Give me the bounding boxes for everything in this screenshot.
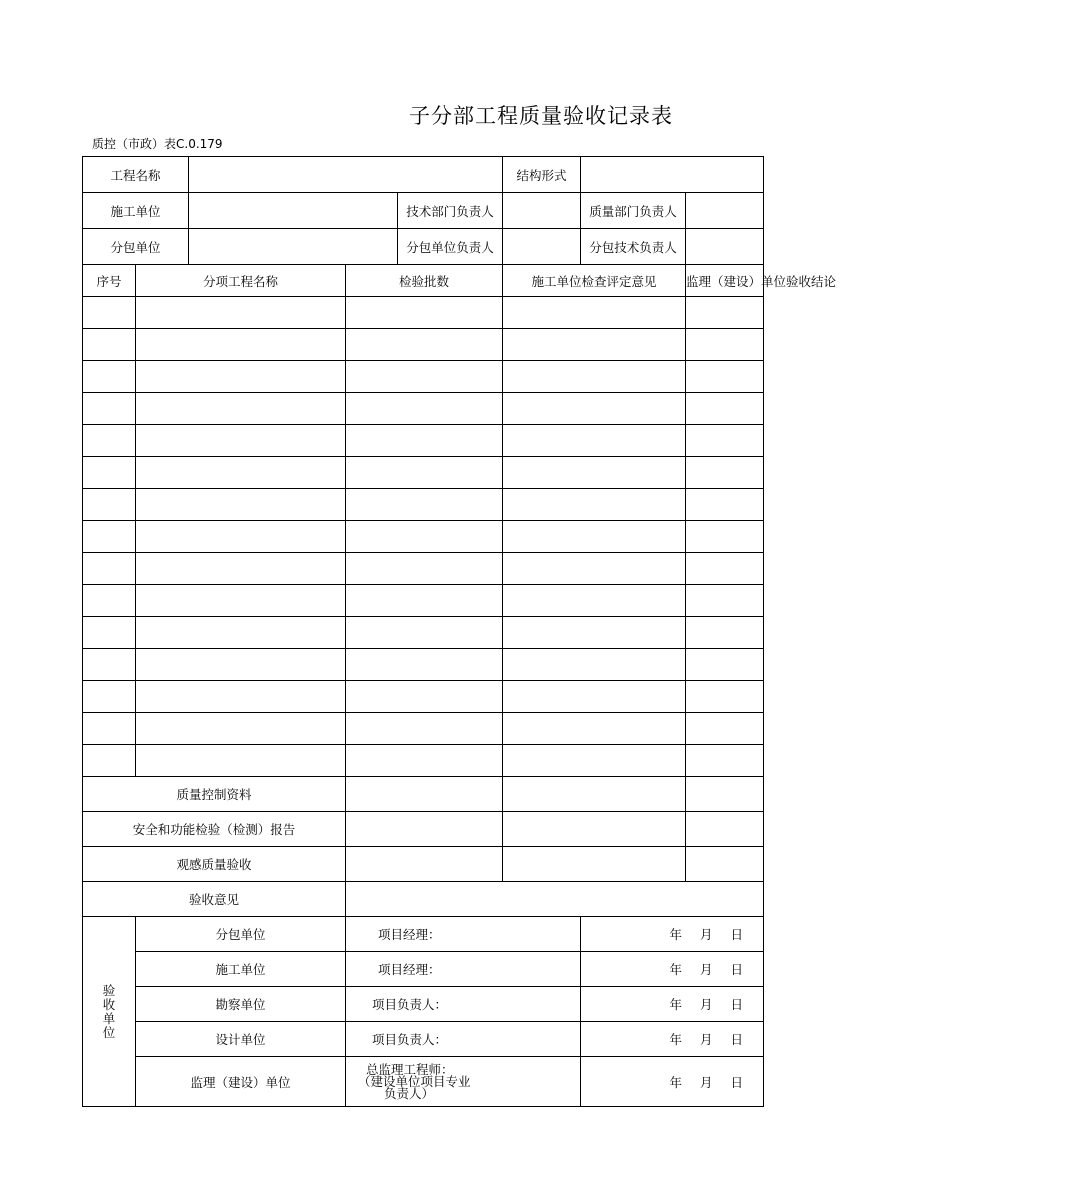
- acceptance-unit-name: 勘察单位: [136, 987, 346, 1022]
- date-day: 日: [730, 997, 744, 1012]
- date-year: 年: [669, 962, 682, 977]
- acceptance-row-construction: [83, 952, 764, 987]
- quality-control-docs-supervisor[interactable]: [686, 777, 764, 812]
- acceptance-units-group-label: [83, 917, 136, 1107]
- acceptance-date[interactable]: [581, 1022, 764, 1057]
- safety-function-report-contractor[interactable]: [503, 812, 686, 847]
- data-rows: [83, 297, 764, 777]
- summary-row-quality-docs: [83, 777, 764, 812]
- cell-batch-count[interactable]: [346, 361, 503, 393]
- cell-supervisor-conclusion[interactable]: [686, 393, 764, 425]
- table-row: [83, 553, 764, 585]
- date-year: 年: [669, 1032, 682, 1047]
- acceptance-unit-name: 监理（建设）单位: [136, 1057, 346, 1107]
- table-row: [83, 425, 764, 457]
- cell-item-name[interactable]: [136, 425, 346, 457]
- cell-index[interactable]: [83, 393, 136, 425]
- header-row-project: [83, 157, 764, 193]
- cell-supervisor-conclusion[interactable]: [686, 649, 764, 681]
- acceptance-unit-role[interactable]: 项目经理：: [346, 917, 581, 952]
- date-month: 月: [699, 1032, 713, 1047]
- cell-batch-count[interactable]: [346, 745, 503, 777]
- table-row: [83, 329, 764, 361]
- cell-index[interactable]: [83, 425, 136, 457]
- header-row-construction: [83, 193, 764, 229]
- cell-contractor-opinion[interactable]: [503, 489, 686, 521]
- acceptance-row-supervisor: [83, 1057, 764, 1107]
- acceptance-unit-role[interactable]: 项目负责人：: [346, 1022, 581, 1057]
- structure-type-label: 结构形式: [503, 157, 581, 193]
- summary-row-appearance: [83, 847, 764, 882]
- cell-index[interactable]: [83, 489, 136, 521]
- form-code: 质控（市政）表C.0.179: [92, 137, 223, 151]
- date-year: 年: [669, 997, 682, 1012]
- cell-contractor-opinion[interactable]: [503, 361, 686, 393]
- acceptance-date[interactable]: [581, 952, 764, 987]
- cell-batch-count[interactable]: [346, 617, 503, 649]
- cell-index[interactable]: [83, 681, 136, 713]
- supervisor-role-line1: 总监理工程师：: [366, 1061, 454, 1077]
- group-char-3: 单: [102, 1010, 116, 1026]
- cell-item-name[interactable]: [136, 649, 346, 681]
- cell-index[interactable]: [83, 649, 136, 681]
- cell-supervisor-conclusion[interactable]: [686, 553, 764, 585]
- acceptance-record-table: [82, 156, 837, 1107]
- acceptance-date[interactable]: [581, 1057, 764, 1107]
- acceptance-unit-role[interactable]: 项目经理：: [346, 952, 581, 987]
- cell-index[interactable]: [83, 585, 136, 617]
- tech-dept-head-field[interactable]: [503, 193, 581, 229]
- cell-supervisor-conclusion[interactable]: [686, 425, 764, 457]
- table-row: [83, 457, 764, 489]
- tech-dept-head-label: 技术部门负责人: [398, 193, 503, 229]
- appearance-quality-count[interactable]: [346, 847, 503, 882]
- cell-index[interactable]: [83, 713, 136, 745]
- cell-index[interactable]: [83, 297, 136, 329]
- cell-index[interactable]: [83, 329, 136, 361]
- cell-contractor-opinion[interactable]: [503, 457, 686, 489]
- cell-item-name[interactable]: [136, 329, 346, 361]
- table-row: [83, 297, 764, 329]
- subcontract-unit-field[interactable]: [189, 229, 398, 265]
- table-row: [83, 393, 764, 425]
- date-month: 月: [699, 962, 713, 977]
- cell-item-name[interactable]: [136, 521, 346, 553]
- cell-supervisor-conclusion[interactable]: [686, 489, 764, 521]
- cell-item-name[interactable]: [136, 553, 346, 585]
- cell-contractor-opinion[interactable]: [503, 329, 686, 361]
- cell-index[interactable]: [83, 457, 136, 489]
- cell-batch-count[interactable]: [346, 393, 503, 425]
- table-row: [83, 521, 764, 553]
- cell-item-name[interactable]: [136, 681, 346, 713]
- cell-contractor-opinion[interactable]: [503, 521, 686, 553]
- cell-batch-count[interactable]: [346, 489, 503, 521]
- quality-control-docs-label: 质量控制资料: [83, 777, 346, 812]
- cell-supervisor-conclusion[interactable]: [686, 329, 764, 361]
- cell-index[interactable]: [83, 521, 136, 553]
- cell-contractor-opinion[interactable]: [503, 393, 686, 425]
- date-year: 年: [669, 1074, 682, 1090]
- column-header-row: [83, 265, 764, 297]
- quality-control-docs-contractor[interactable]: [503, 777, 686, 812]
- table-row: [83, 361, 764, 393]
- cell-supervisor-conclusion[interactable]: [686, 585, 764, 617]
- cell-batch-count[interactable]: [346, 329, 503, 361]
- cell-supervisor-conclusion[interactable]: [686, 681, 764, 713]
- project-name-label: 工程名称: [83, 157, 189, 193]
- appearance-quality-label: 观感质量验收: [83, 847, 346, 882]
- cell-index[interactable]: [83, 617, 136, 649]
- group-char-4: 位: [102, 1024, 116, 1040]
- cell-supervisor-conclusion[interactable]: [686, 617, 764, 649]
- acceptance-row-survey: [83, 987, 764, 1022]
- date-day: 日: [730, 1074, 744, 1090]
- date-day: 日: [730, 927, 744, 942]
- acceptance-unit-role[interactable]: 项目负责人：: [346, 987, 581, 1022]
- table-row: [83, 649, 764, 681]
- summary-row-safety: [83, 812, 764, 847]
- table-row: [83, 713, 764, 745]
- cell-item-name[interactable]: [136, 713, 346, 745]
- cell-batch-count[interactable]: [346, 649, 503, 681]
- col-header-index: 序号: [83, 265, 136, 297]
- date-day: 日: [730, 1032, 744, 1047]
- cell-item-name[interactable]: [136, 585, 346, 617]
- table-row: [83, 489, 764, 521]
- cell-contractor-opinion[interactable]: [503, 425, 686, 457]
- cell-contractor-opinion[interactable]: [503, 553, 686, 585]
- subcontract-tech-head-label: 分包技术负责人: [581, 229, 686, 265]
- group-char-1: 验: [102, 982, 116, 998]
- cell-batch-count[interactable]: [346, 553, 503, 585]
- acceptance-row-design: [83, 1022, 764, 1057]
- cell-supervisor-conclusion[interactable]: [686, 361, 764, 393]
- table-row: [83, 681, 764, 713]
- cell-supervisor-conclusion[interactable]: [686, 521, 764, 553]
- cell-batch-count[interactable]: [346, 521, 503, 553]
- supervisor-role-line3: 负责人）: [384, 1085, 435, 1101]
- cell-contractor-opinion[interactable]: [503, 617, 686, 649]
- acceptance-date[interactable]: [581, 917, 764, 952]
- acceptance-unit-name: 设计单位: [136, 1022, 346, 1057]
- quality-dept-head-label: 质量部门负责人: [581, 193, 686, 229]
- cell-supervisor-conclusion[interactable]: [686, 745, 764, 777]
- construction-unit-field[interactable]: [189, 193, 398, 229]
- acceptance-date[interactable]: [581, 987, 764, 1022]
- safety-function-report-label: 安全和功能检验（检测）报告: [83, 812, 346, 847]
- cell-item-name[interactable]: [136, 457, 346, 489]
- subcontract-unit-head-label: 分包单位负责人: [398, 229, 503, 265]
- group-char-2: 收: [102, 996, 116, 1012]
- appearance-quality-supervisor[interactable]: [686, 847, 764, 882]
- acceptance-unit-name: 施工单位: [136, 952, 346, 987]
- col-header-supervisor-conclusion: 监理（建设）单位验收结论: [686, 265, 764, 297]
- date-month: 月: [699, 927, 713, 942]
- cell-contractor-opinion[interactable]: [503, 745, 686, 777]
- cell-contractor-opinion[interactable]: [503, 649, 686, 681]
- acceptance-unit-name: 分包单位: [136, 917, 346, 952]
- cell-index[interactable]: [83, 361, 136, 393]
- cell-batch-count[interactable]: [346, 425, 503, 457]
- cell-supervisor-conclusion[interactable]: [686, 457, 764, 489]
- supervisor-role-line2: （建设单位项目专业: [358, 1073, 471, 1089]
- supervisor-role[interactable]: [346, 1057, 581, 1107]
- project-name-field[interactable]: [189, 157, 503, 193]
- subcontract-unit-head-field[interactable]: [503, 229, 581, 265]
- cell-batch-count[interactable]: [346, 457, 503, 489]
- cell-batch-count[interactable]: [346, 297, 503, 329]
- quality-dept-head-field[interactable]: [686, 193, 764, 229]
- acceptance-opinion-field[interactable]: [346, 882, 764, 917]
- header-row-subcontract: [83, 229, 764, 265]
- col-header-batch-count: 检验批数: [346, 265, 503, 297]
- acceptance-opinion-label: 验收意见: [83, 882, 346, 917]
- cell-supervisor-conclusion[interactable]: [686, 297, 764, 329]
- construction-unit-label: 施工单位: [83, 193, 189, 229]
- safety-function-report-count[interactable]: [346, 812, 503, 847]
- cell-item-name[interactable]: [136, 361, 346, 393]
- cell-item-name[interactable]: [136, 489, 346, 521]
- cell-batch-count[interactable]: [346, 585, 503, 617]
- cell-supervisor-conclusion[interactable]: [686, 713, 764, 745]
- appearance-quality-contractor[interactable]: [503, 847, 686, 882]
- cell-batch-count[interactable]: [346, 681, 503, 713]
- cell-item-name[interactable]: [136, 297, 346, 329]
- cell-contractor-opinion[interactable]: [503, 585, 686, 617]
- cell-contractor-opinion[interactable]: [503, 713, 686, 745]
- col-header-contractor-opinion: 施工单位检查评定意见: [503, 265, 686, 297]
- cell-contractor-opinion[interactable]: [503, 297, 686, 329]
- cell-item-name[interactable]: [136, 393, 346, 425]
- table-row: [83, 617, 764, 649]
- date-day: 日: [730, 962, 744, 977]
- col-header-item-name: 分项工程名称: [136, 265, 346, 297]
- cell-contractor-opinion[interactable]: [503, 681, 686, 713]
- table-row: [83, 585, 764, 617]
- quality-control-docs-count[interactable]: [346, 777, 503, 812]
- structure-type-field[interactable]: [581, 157, 764, 193]
- cell-item-name[interactable]: [136, 745, 346, 777]
- acceptance-row-subcontract: [83, 917, 764, 952]
- date-month: 月: [699, 1074, 713, 1090]
- cell-index[interactable]: [83, 745, 136, 777]
- cell-index[interactable]: [83, 553, 136, 585]
- subcontract-unit-label: 分包单位: [83, 229, 189, 265]
- date-year: 年: [669, 927, 682, 942]
- form-title: 子分部工程质量验收记录表: [409, 104, 673, 128]
- safety-function-report-supervisor[interactable]: [686, 812, 764, 847]
- date-month: 月: [699, 997, 713, 1012]
- table-row: [83, 745, 764, 777]
- summary-row-opinion: [83, 882, 764, 917]
- cell-item-name[interactable]: [136, 617, 346, 649]
- subcontract-tech-head-field[interactable]: [686, 229, 764, 265]
- cell-batch-count[interactable]: [346, 713, 503, 745]
